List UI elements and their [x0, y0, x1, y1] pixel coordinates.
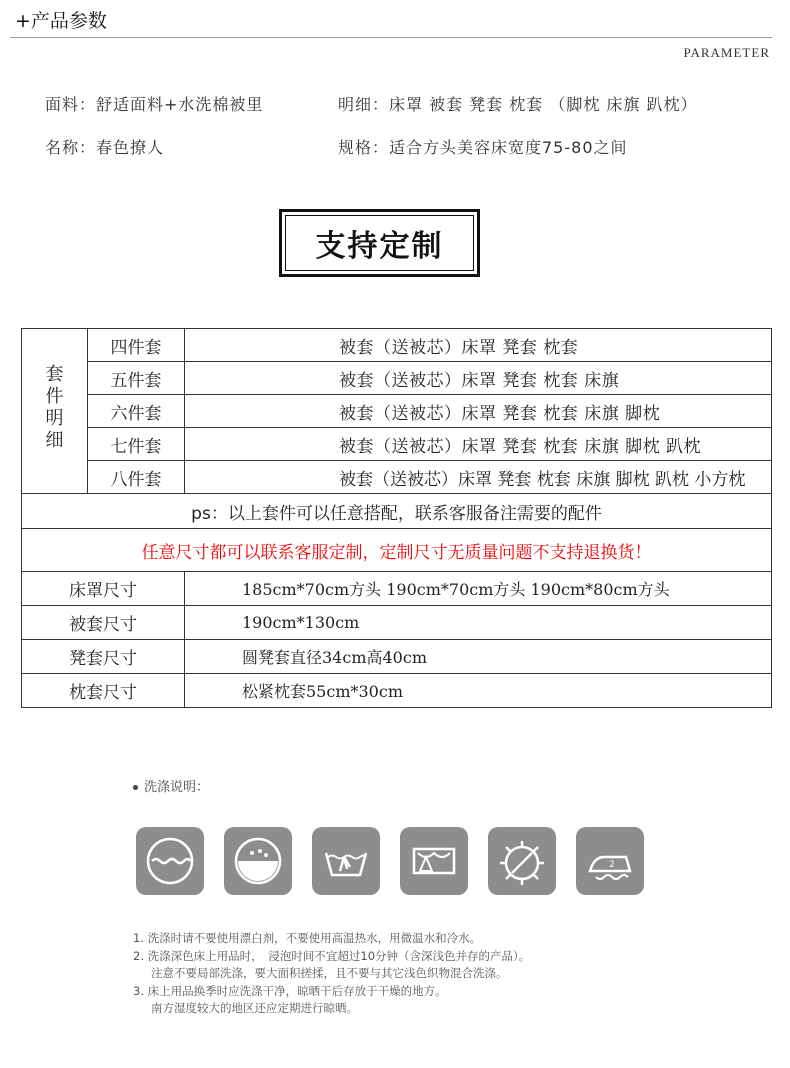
- machine-wash-icon: [224, 827, 292, 895]
- param-detail: 明细：床罩 被套 凳套 枕套 （脚枕 床旗 趴枕）: [338, 95, 698, 114]
- washing-notes: [133, 930, 530, 1018]
- set-label-char: 件: [45, 386, 64, 407]
- table-row: [22, 529, 772, 572]
- no-tumble-dry-icon: [488, 827, 556, 895]
- table-row: [22, 428, 772, 461]
- set-detail-label: [22, 329, 88, 494]
- size-label: 枕套尺寸: [22, 674, 185, 708]
- table-row: [22, 362, 772, 395]
- set-name: 七件套: [88, 428, 185, 461]
- set-name: 六件套: [88, 395, 185, 428]
- size-label: 被套尺寸: [22, 606, 185, 640]
- washing-title-text: 洗涤说明：: [144, 780, 210, 795]
- size-value: 185cm*70cm方头 190cm*70cm方头 190cm*80cm方头: [185, 572, 772, 606]
- param-fabric: 面料：舒适面料+水洗棉被里: [45, 95, 264, 114]
- set-items: 被套（送被芯）床罩 凳套 枕套 床旗 脚枕 趴枕: [185, 428, 772, 461]
- hand-wash-icon: [312, 827, 380, 895]
- set-name: 五件套: [88, 362, 185, 395]
- washing-note: 南方湿度较大的地区还应定期进行晾晒。: [151, 1001, 358, 1015]
- wash-icon: [136, 827, 204, 895]
- table-row: [22, 329, 772, 362]
- size-label: 床罩尺寸: [22, 572, 185, 606]
- washing-title: [133, 776, 209, 795]
- set-label-char: 明: [45, 408, 64, 429]
- spec-table: [21, 328, 772, 708]
- set-name: 八件套: [88, 461, 185, 494]
- size-label: 凳套尺寸: [22, 640, 185, 674]
- size-value: 190cm*130cm: [185, 606, 772, 640]
- washing-note: 3. 床上用品换季时应洗涤干净，晾晒干后存放于干燥的地方。: [133, 983, 447, 998]
- washing-note: 2. 洗涤深色床上用品时， 浸泡时间不宜超过10分钟（含深浅色并存的产品）。: [133, 948, 531, 963]
- set-label-char: 套: [45, 364, 64, 385]
- table-row: [22, 640, 772, 674]
- param-name: 名称：春色撩人: [45, 138, 165, 157]
- dry-flat-icon: [400, 827, 468, 895]
- table-row: [22, 494, 772, 529]
- size-value: 松紧枕套55cm*30cm: [185, 674, 772, 708]
- section-title: +产品参数: [15, 10, 107, 32]
- set-items: 被套（送被芯）床罩 凳套 枕套: [185, 329, 772, 362]
- table-row: [22, 674, 772, 708]
- ps-note: ps：以上套件可以任意搭配，联系客服备注需要的配件: [22, 494, 772, 529]
- set-label-char: 细: [45, 430, 64, 451]
- table-row: [22, 606, 772, 640]
- svg-text:2: 2: [609, 860, 615, 870]
- washing-note: 1. 洗涤时请不要使用漂白剂，不要使用高温热水，用微温水和冷水。: [133, 931, 482, 945]
- iron-icon: [576, 827, 644, 895]
- table-row: [22, 461, 772, 494]
- parameter-label: PARAMETER: [683, 45, 770, 60]
- custom-warning: 任意尺寸都可以联系客服定制，定制尺寸无质量问题不支持退换货！: [22, 529, 772, 572]
- param-size: 规格：适合方头美容床宽度75-80之间: [338, 138, 628, 157]
- table-row: [22, 395, 772, 428]
- customization-badge: [279, 209, 480, 277]
- set-items: 被套（送被芯）床罩 凳套 枕套 床旗: [185, 362, 772, 395]
- size-value: 圆凳套直径34cm高40cm: [185, 640, 772, 674]
- set-name: 四件套: [88, 329, 185, 362]
- set-items: 被套（送被芯）床罩 凳套 枕套 床旗 脚枕 趴枕 小方枕: [185, 461, 772, 494]
- bullet-icon: [133, 785, 138, 790]
- table-row: [22, 572, 772, 606]
- washing-note: 注意不要局部洗涤，要大面积搓揉，且不要与其它浅色织物混合洗涤。: [151, 966, 508, 980]
- customization-label: 支持定制: [285, 215, 474, 271]
- header-divider: [10, 37, 772, 38]
- set-items: 被套（送被芯）床罩 凳套 枕套 床旗 脚枕: [185, 395, 772, 428]
